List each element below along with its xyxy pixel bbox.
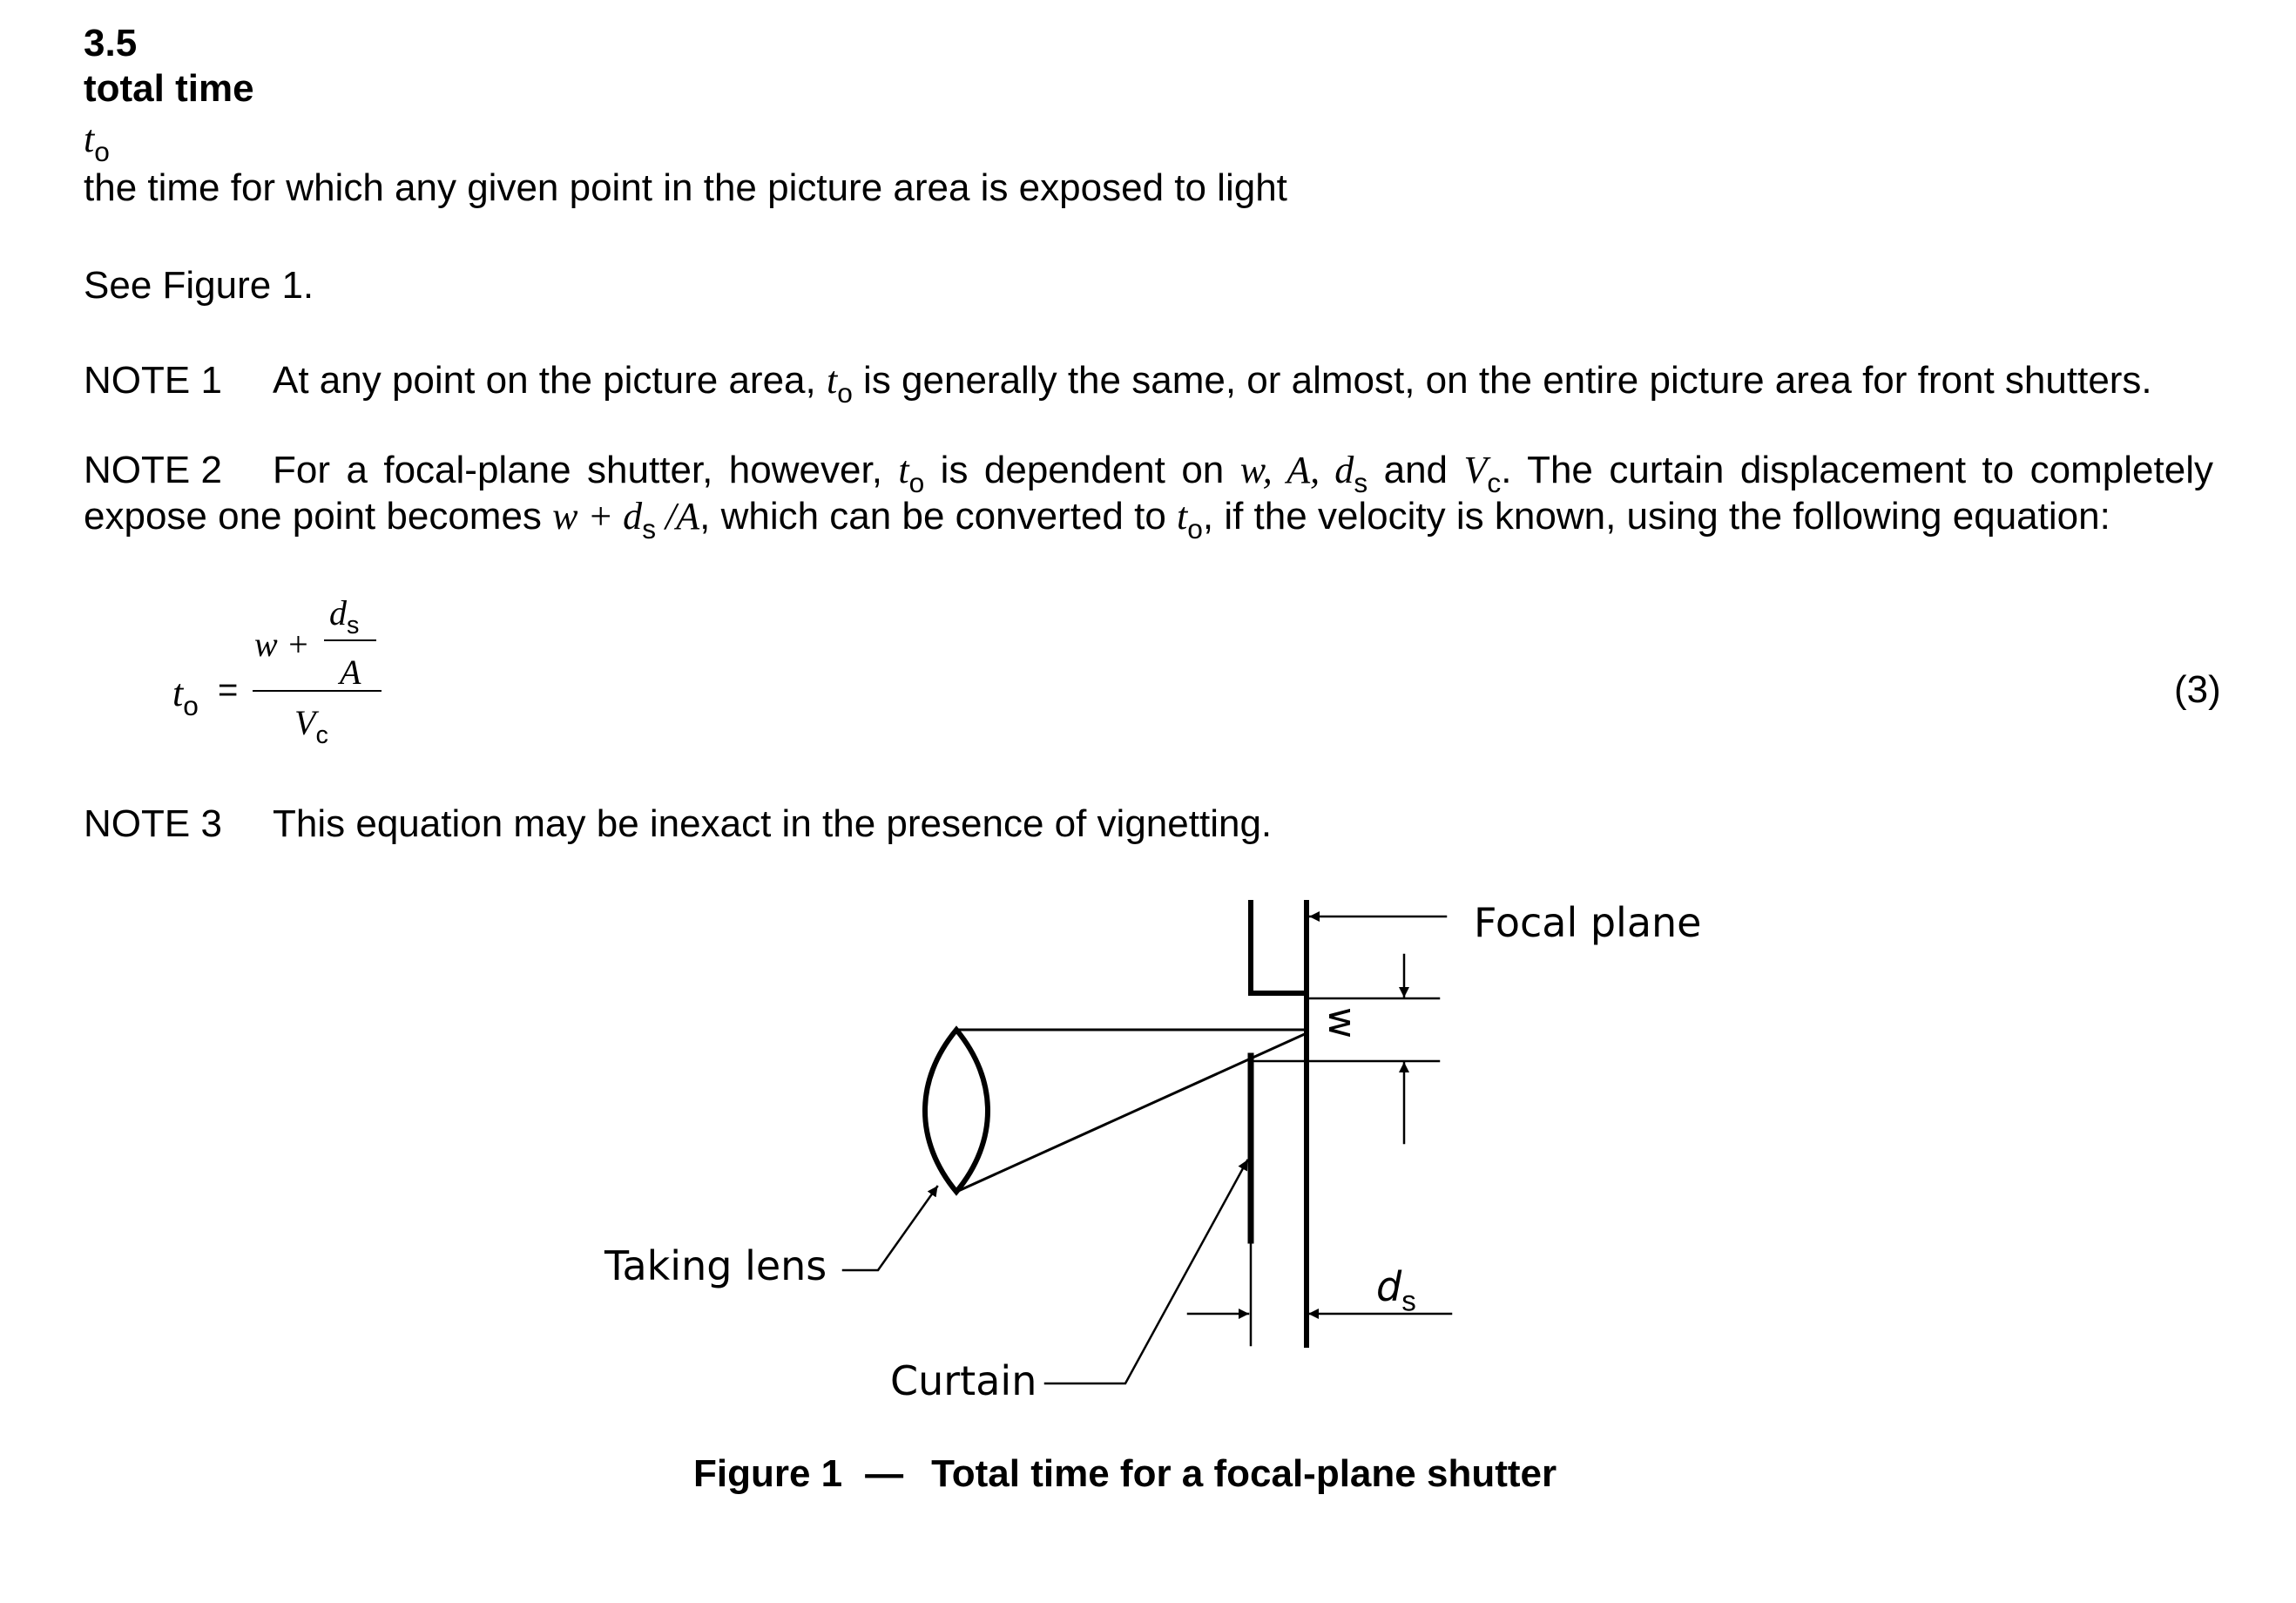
- ds-label: $d_s$: [1376, 1263, 1416, 1318]
- figure-caption-dash: —: [865, 1452, 904, 1495]
- note2-line1: For a focal-plane shutter, however, $t_o$ is dependent on w, A, $d_s$ and $V_c$. The curtain displacement to completely: [273, 449, 2213, 499]
- focal-plane-label: Focal plane: [1474, 899, 1702, 946]
- see-figure-text: See Figure 1.: [84, 264, 314, 307]
- equation-lhs: $t_o$: [172, 672, 199, 722]
- light-ray-bottom: [956, 1033, 1307, 1192]
- note2-line2: expose one point becomes $w + d_s$ /A, which can be converted to $t_o$, if the velocity is known, using the following equation:: [84, 495, 2110, 545]
- term-symbol: $t_o$: [84, 118, 110, 168]
- equation-vc: $V_c$: [294, 703, 328, 750]
- equation-ds: $d_s$: [329, 593, 360, 640]
- section-number: 3.5: [84, 22, 138, 64]
- equation-equals: =: [218, 671, 239, 709]
- figure-caption-number: Figure 1: [693, 1452, 843, 1495]
- taking-lens: [925, 1030, 988, 1192]
- section-title: total time: [84, 67, 254, 110]
- equation-number: (3): [2174, 668, 2221, 711]
- definition-text: the time for which any given point in the picture area is exposed to light: [84, 166, 1287, 209]
- equation-A: A: [340, 653, 361, 692]
- curtain-label: Curtain: [890, 1357, 1037, 1404]
- note1-text: At any point on the picture area, $t_o$ is generally the same, or almost, on the entire picture area for front shutters.: [273, 359, 2152, 409]
- w-label: w: [1320, 1007, 1364, 1038]
- figure-caption-title: Total time for a focal-plane shutter: [931, 1452, 1557, 1495]
- note2-label: NOTE 2: [84, 449, 222, 491]
- curtain-leader: [1045, 1160, 1247, 1383]
- upper-curtain: [1251, 903, 1307, 993]
- note3-text: This equation may be inexact in the presence of vignetting.: [273, 802, 1273, 845]
- note3-label: NOTE 3: [84, 802, 222, 845]
- taking-lens-label: Taking lens: [604, 1242, 827, 1289]
- taking-lens-leader: [843, 1187, 937, 1270]
- figure-caption: [693, 1452, 1557, 1495]
- equation-w-plus: w +: [254, 625, 310, 664]
- note1-label: NOTE 1: [84, 359, 222, 402]
